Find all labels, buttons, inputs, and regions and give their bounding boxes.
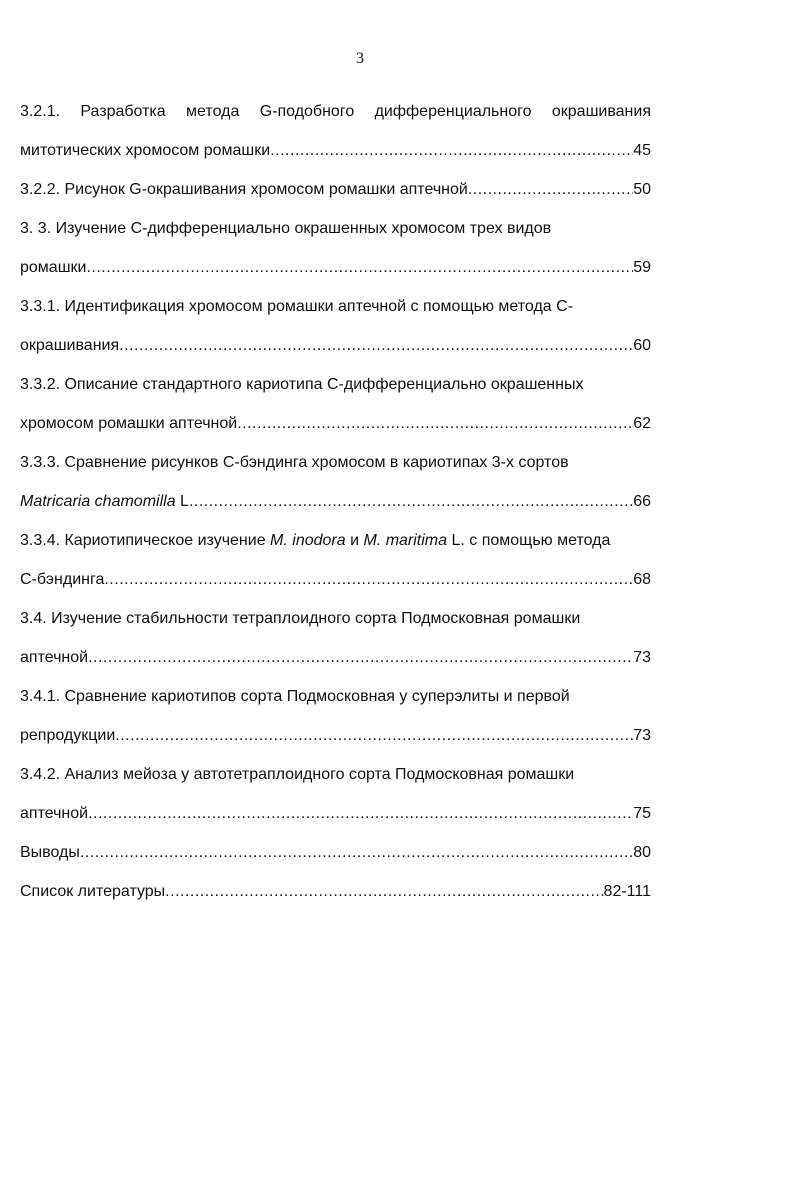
toc-page-number: 50 bbox=[633, 181, 651, 198]
toc-entry-text: аптечной bbox=[20, 649, 89, 666]
heading-part: и bbox=[345, 532, 364, 549]
toc-entry-heading: 3.3.3. Сравнение рисунков С-бэндинга хромосом в кариотипах 3-х сортов bbox=[20, 454, 569, 471]
toc-page-number: 73 bbox=[633, 649, 651, 666]
toc-page-number: 62 bbox=[633, 415, 651, 432]
toc-entry-heading bbox=[20, 521, 651, 560]
toc-page-number: 59 bbox=[633, 259, 651, 276]
dot-leader bbox=[165, 872, 603, 911]
toc-entry-text bbox=[20, 482, 189, 521]
toc-entry-leader bbox=[20, 248, 651, 287]
toc-page-number: 68 bbox=[633, 571, 651, 588]
species-author: L bbox=[175, 493, 189, 510]
species-name: M. inodora bbox=[270, 532, 346, 549]
toc-page-number: 66 bbox=[633, 493, 651, 510]
toc-entry-heading: 3.3.1. Идентификация хромосом ромашки аптечной с помощью метода С- bbox=[20, 298, 574, 315]
toc-entry-heading: 3.4.2. Анализ мейоза у автотетраплоидного сорта Подмосковная ромашки bbox=[20, 766, 575, 783]
toc-entry-text: репродукции bbox=[20, 727, 116, 744]
toc-page-number: 82-111 bbox=[603, 883, 651, 900]
toc-entry-leader bbox=[20, 482, 651, 521]
toc-entry-text: 3.2.2. Рисунок G-окрашивания хромосом ромашки аптечной bbox=[20, 181, 468, 198]
dot-leader bbox=[189, 482, 633, 521]
toc-entry-leader bbox=[20, 833, 651, 872]
table-of-contents bbox=[20, 92, 651, 911]
species-name: M. maritima bbox=[363, 532, 448, 549]
toc-entry-heading: 3.4.1. Сравнение кариотипов сорта Подмосковная у суперэлиты и первой bbox=[20, 688, 570, 705]
species-name: Matricaria chamomilla bbox=[20, 493, 176, 510]
dot-leader bbox=[88, 794, 633, 833]
toc-entry-heading: 3. 3. Изучение С-дифференциально окрашенных хромосом трех видов bbox=[20, 220, 552, 237]
toc-entry-text: митотических хромосом ромашки bbox=[20, 142, 271, 159]
toc-entry-leader bbox=[20, 170, 651, 209]
toc-entry-leader bbox=[20, 716, 651, 755]
toc-entry-leader bbox=[20, 326, 651, 365]
dot-leader bbox=[270, 131, 633, 170]
heading-part: 3.3.4. Кариотипическое изучение bbox=[20, 532, 271, 549]
dot-leader bbox=[104, 560, 633, 599]
toc-entry-text: хромосом ромашки аптечной bbox=[20, 415, 238, 432]
toc-entry-leader bbox=[20, 404, 651, 443]
toc-entry-text: Список литературы bbox=[20, 883, 166, 900]
toc-page-number: 45 bbox=[633, 142, 651, 159]
toc-page-number: 75 bbox=[633, 805, 651, 822]
toc-page-number: 80 bbox=[633, 844, 651, 861]
toc-entry-leader bbox=[20, 131, 651, 170]
dot-leader bbox=[88, 638, 633, 677]
toc-entry-leader bbox=[20, 638, 651, 677]
toc-entry-text: С-бэндинга bbox=[20, 571, 105, 588]
page-number: 3 bbox=[356, 50, 364, 67]
dot-leader bbox=[237, 404, 633, 443]
toc-entry-leader bbox=[20, 872, 651, 911]
toc-entry-heading: 3.2.1. Разработка метода G-подобного дифференциального окрашивания bbox=[20, 103, 651, 120]
dot-leader bbox=[80, 833, 633, 872]
toc-entry-text: аптечной bbox=[20, 805, 89, 822]
toc-entry-leader bbox=[20, 794, 651, 833]
toc-entry-text: ромашки bbox=[20, 259, 87, 276]
toc-entry-leader bbox=[20, 560, 651, 599]
dot-leader bbox=[468, 170, 633, 209]
dot-leader bbox=[86, 248, 633, 287]
toc-page-number: 60 bbox=[633, 337, 651, 354]
toc-entry-text: Выводы bbox=[20, 844, 80, 861]
toc-page-number: 73 bbox=[633, 727, 651, 744]
dot-leader bbox=[115, 716, 633, 755]
toc-entry-heading: 3.4. Изучение стабильности тетраплоидного сорта Подмосковная ромашки bbox=[20, 610, 581, 627]
dot-leader bbox=[119, 326, 633, 365]
toc-entry-heading: 3.3.2. Описание стандартного кариотипа С-дифференциально окрашенных bbox=[20, 376, 584, 393]
heading-part: L. с помощью метода bbox=[447, 532, 611, 549]
toc-entry-text: окрашивания bbox=[20, 337, 120, 354]
